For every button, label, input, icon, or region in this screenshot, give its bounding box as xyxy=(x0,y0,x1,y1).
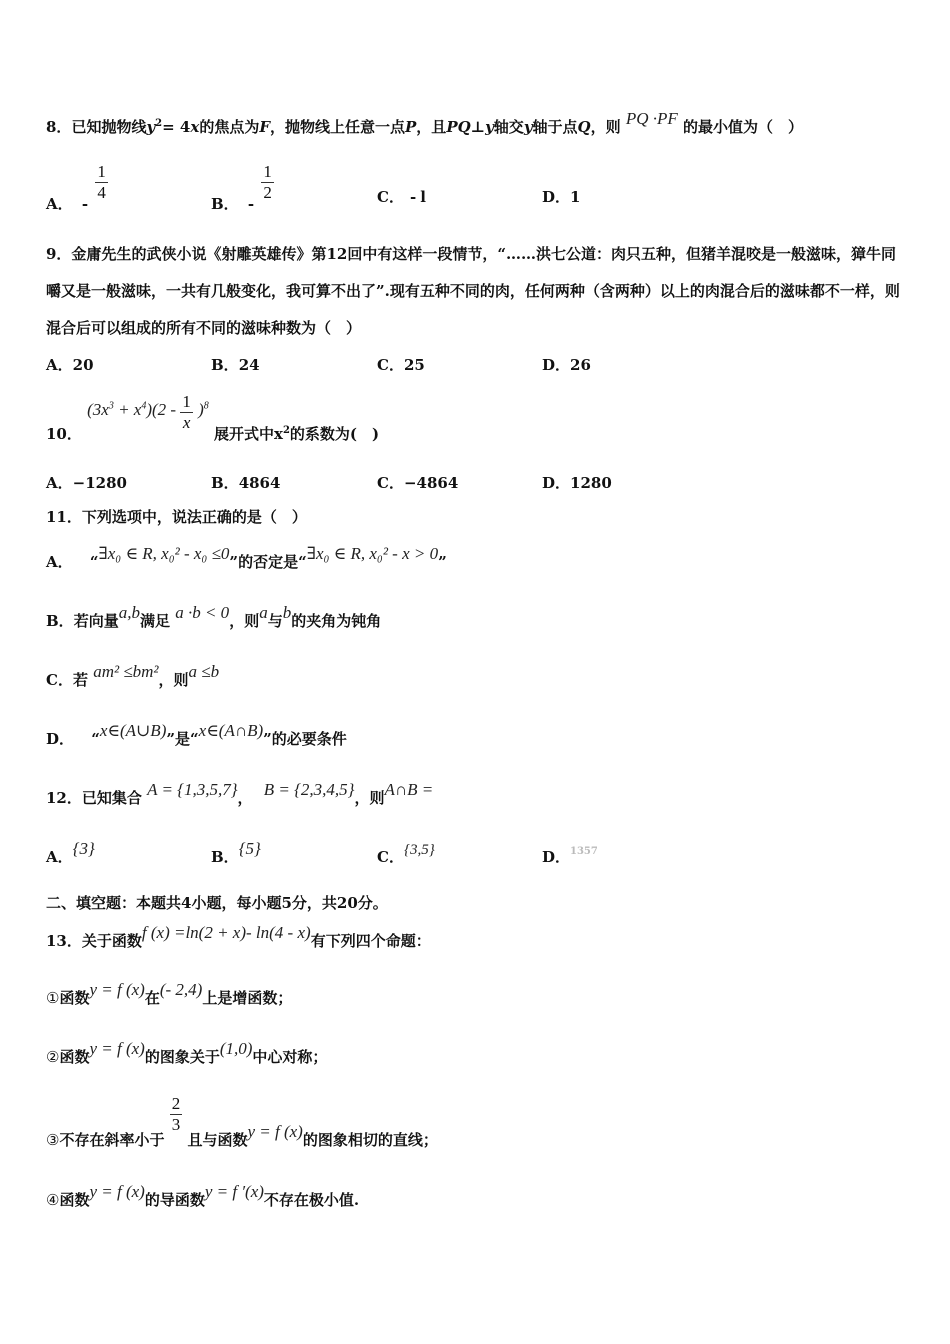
q8-option-b[interactable]: B． - $\frac{1}{2}$ xyxy=(211,162,272,213)
q12-option-c[interactable]: C．{3,5} xyxy=(377,842,435,866)
q8-vector-expression: PQ ·PF xyxy=(625,109,678,128)
section-heading: 二、填空题：本题共4小题，每小题5分，共20分。 xyxy=(46,894,388,912)
q8-stem: 8．已知抛物线$y^2= 4x$的焦点为F，抛物线上任意一点P，且PQ⊥y轴交y轴于点Q，则 PQ ·PF 的最小值为（ ） xyxy=(46,109,804,136)
q10-option-a[interactable]: A．−1280 xyxy=(46,474,127,492)
q12-option-d[interactable]: D．$^{1357}$ xyxy=(542,846,598,866)
q10-option-b[interactable]: B．4864 xyxy=(211,474,281,492)
q9-stem: 9．金庸先生的武侠小说《射雕英雄传》第12回中有这样一段情节，“……洪七公道：肉只五种，但猪羊混咬是一般滋味，獐牛同嚼又是一般滋味，一共有几般变化，我可算不出了”.现有五种不同的肉，任何两种（含两种）以上的肉混合后的滋味都不一样，则混合后可以组成的所有不同的滋味种数为（ ） xyxy=(46,245,900,337)
q9-option-a[interactable]: A．20 xyxy=(46,356,94,374)
q11-option-b[interactable]: B．若向量a,b满足 a ·b < 0，则a与b的夹角为钝角 xyxy=(46,603,382,630)
q12-option-a[interactable]: A．{3} xyxy=(46,839,95,866)
q9-option-d[interactable]: D．26 xyxy=(542,356,591,374)
q11-option-a[interactable]: A． “∃x₀ ∈ R, x₀² - x₀ ≤0”的否定是“∃x₀ ∈ R, x₀² - x > 0” xyxy=(46,544,447,571)
q8-option-c[interactable]: C． - l xyxy=(377,188,426,206)
q11-option-c[interactable]: C．若 am² ≤bm²，则a ≤b xyxy=(46,662,220,689)
q10-stem: 10． $(3x^3 + x^4)(2$ - $\frac{1}{x}$ )$^8$ 展开式中$x^2$的系数为( ) xyxy=(46,392,380,443)
q10-option-c[interactable]: C．−4864 xyxy=(377,474,459,492)
q11-stem: 11．下列选项中，说法正确的是（ ） xyxy=(46,508,307,526)
q13-item-3: ③不存在斜率小于 $\frac{2}{3}$ 且与函数y = f (x)的图象相切的直线； xyxy=(46,1094,438,1149)
q8-option-a[interactable]: A． - $\frac{1}{4}$ xyxy=(46,162,106,213)
q9-option-c[interactable]: C．25 xyxy=(377,356,425,374)
q12-option-b[interactable]: B．{5} xyxy=(211,839,261,866)
q13-item-2: ②函数y = f (x)的图象关于(1,0)中心对称； xyxy=(46,1039,328,1066)
q9-option-b[interactable]: B．24 xyxy=(211,356,260,374)
q10-option-d[interactable]: D．1280 xyxy=(542,474,612,492)
q12-stem: 12．已知集合 A = {1,3,5,7}， B = {2,3,4,5}，则A∩B = xyxy=(46,780,434,807)
q13-stem: 13．关于函数f (x) =ln(2 + x)- ln(4 - x)有下列四个命题： xyxy=(46,923,431,950)
q10-expression: $(3x^3 + x^4)(2$ - xyxy=(87,399,177,419)
q13-item-4: ④函数y = f (x)的导函数y = f ′(x)不存在极小值. xyxy=(46,1182,360,1209)
q8-option-d[interactable]: D．1 xyxy=(542,188,581,206)
q11-option-d[interactable]: D． “x∈(A∪B)”是“x∈(A∩B)”的必要条件 xyxy=(46,721,347,748)
q13-item-1: ①函数y = f (x)在(- 2,4)上是增函数； xyxy=(46,980,293,1007)
